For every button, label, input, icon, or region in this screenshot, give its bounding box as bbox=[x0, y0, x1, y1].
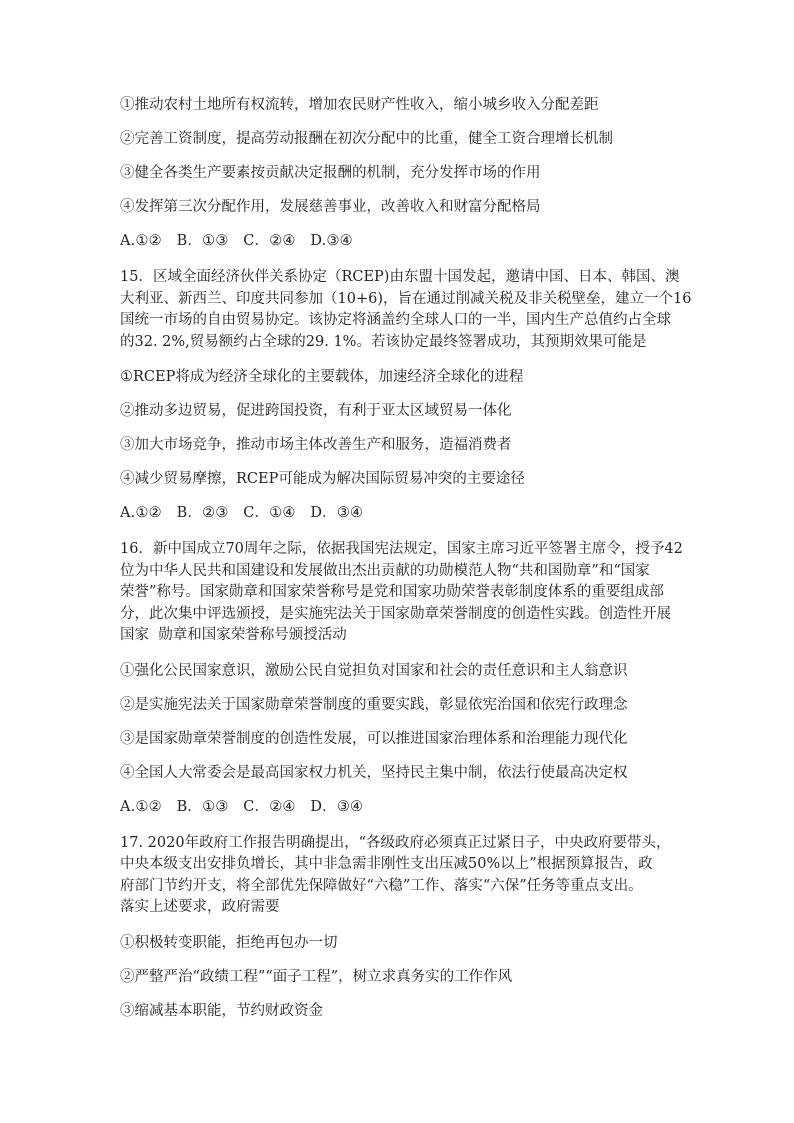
q17-option-1: ①积极转变职能，拒绝再包办一切 bbox=[120, 934, 338, 951]
q15-options bbox=[120, 367, 734, 489]
q17-option-2: ②严整严治“政绩工程”“面子工程”，树立求真务实的工作作风 bbox=[120, 968, 513, 985]
q17-stem-line: 17. 2020年政府工作报告明确提出，“各级政府必须真正过紧日子，中央政府要带头， bbox=[120, 834, 671, 851]
q16-stem-line: 荣誉”称号。国家勋章和国家荣誉称号是党和国家功勋荣誉表彰制度体系的重要组成部 bbox=[120, 584, 664, 600]
q16-stem-line: 位为中华人民共和国建设和发展做出杰出贡献的功勋模范人物“共和国勋章”和“国家 bbox=[120, 562, 650, 579]
q15-stem-line: 的32. 2%,贸易额约占全球的29. 1%。若该协定最终签署成功，其预期效果可能是 bbox=[120, 333, 647, 350]
q16-option-4: ④全国人大常委会是最高国家权力机关，坚持民主集中制，依法行使最高决定权 bbox=[120, 764, 628, 781]
q16-stem-line: 16．新中国成立70周年之际，依据我国宪法规定，国家主席习近平签署主席令，授予42 bbox=[120, 541, 683, 557]
q17-stem-line: 府部门节约开支，将全部优先保障做好“六稳”工作、落实“六保”任务等重点支出。 bbox=[120, 877, 643, 894]
q16-stem bbox=[120, 539, 734, 647]
q15-option-4: ④减少贸易摩擦，RCEP可能成为解决国际贸易冲突的主要途径 bbox=[120, 471, 525, 487]
q16-answer-choices: A.①② B．①③ C．②④ D．③④ bbox=[120, 798, 364, 815]
q14-option-4: ④发挥第三次分配作用，发展慈善事业，改善收入和财富分配格局 bbox=[120, 199, 541, 215]
q16-option-3: ③是国家勋章荣誉制度的创造性发展，可以推进国家治理体系和治理能力现代化 bbox=[120, 730, 628, 747]
q15-stem-line: 15．区域全面经济伙伴关系协定（RCEP)由东盟十国发起，邀请中国、日本、韩国、澳 bbox=[120, 269, 680, 285]
q16-option-1: ①强化公民国家意识，激励公民自觉担负对国家和社会的责任意识和主人翁意识 bbox=[120, 662, 628, 679]
q14-option-2: ②完善工资制度，提高劳动报酬在初次分配中的比重，健全工资合理增长机制 bbox=[120, 131, 613, 147]
q16-option-2: ②是实施宪法关于国家勋章荣誉制度的重要实践，彰显依宪治国和依宪行政理念 bbox=[120, 696, 628, 713]
q17-options bbox=[120, 933, 734, 1021]
q15-stem-line: 国统一市场的自由贸易协定。该协定将涵盖约全球人口的一半，国内生产总值约占全球 bbox=[120, 312, 671, 328]
q15-option-3: ③加大市场竞争，推动市场主体改善生产和服务，造福消费者 bbox=[120, 437, 512, 453]
q14-answer-choices: A.①② B．①③ C．②④ D.③④ bbox=[120, 233, 353, 249]
q15-stem-line: 大利亚、新西兰、印度共同参加（10+6)，旨在通过削减关税及非关税壁垒，建立一个16 bbox=[120, 290, 692, 307]
q17-stem bbox=[120, 833, 734, 919]
q15-option-1: ①RCEP将成为经济全球化的主要载体，加速经济全球化的进程 bbox=[120, 369, 524, 385]
q14-option-3: ③健全各类生产要素按贡献决定报酬的机制，充分发挥市场的作用 bbox=[120, 165, 541, 181]
q16-stem-line: 分，此次集中评选颁授，是实施宪法关于国家勋章荣誉制度的创造性实践。创造性开展 bbox=[120, 605, 671, 622]
q17-stem-line: 中央本级支出安排负增长，其中非急需非刚性支出压减50%以上”根据预算报告，政 bbox=[120, 856, 653, 872]
q15-answer-choices: A.①② B．②③ C．①④ D．③④ bbox=[120, 505, 364, 521]
q16-options bbox=[120, 661, 734, 783]
q16-stem-line: 国家 勋章和国家荣誉称号颁授活动 bbox=[120, 627, 347, 643]
q14-options bbox=[120, 95, 734, 217]
q17-stem-line: 落实上述要求，政府需要 bbox=[120, 899, 280, 915]
q15-stem bbox=[120, 267, 734, 353]
q17-option-3: ③缩减基本职能，节约财政资金 bbox=[120, 1002, 323, 1019]
q14-option-1: ①推动农村土地所有权流转，增加农民财产性收入，缩小城乡收入分配差距 bbox=[120, 97, 599, 113]
q15-option-2: ②推动多边贸易，促进跨国投资，有利于亚太区域贸易一体化 bbox=[120, 403, 512, 419]
